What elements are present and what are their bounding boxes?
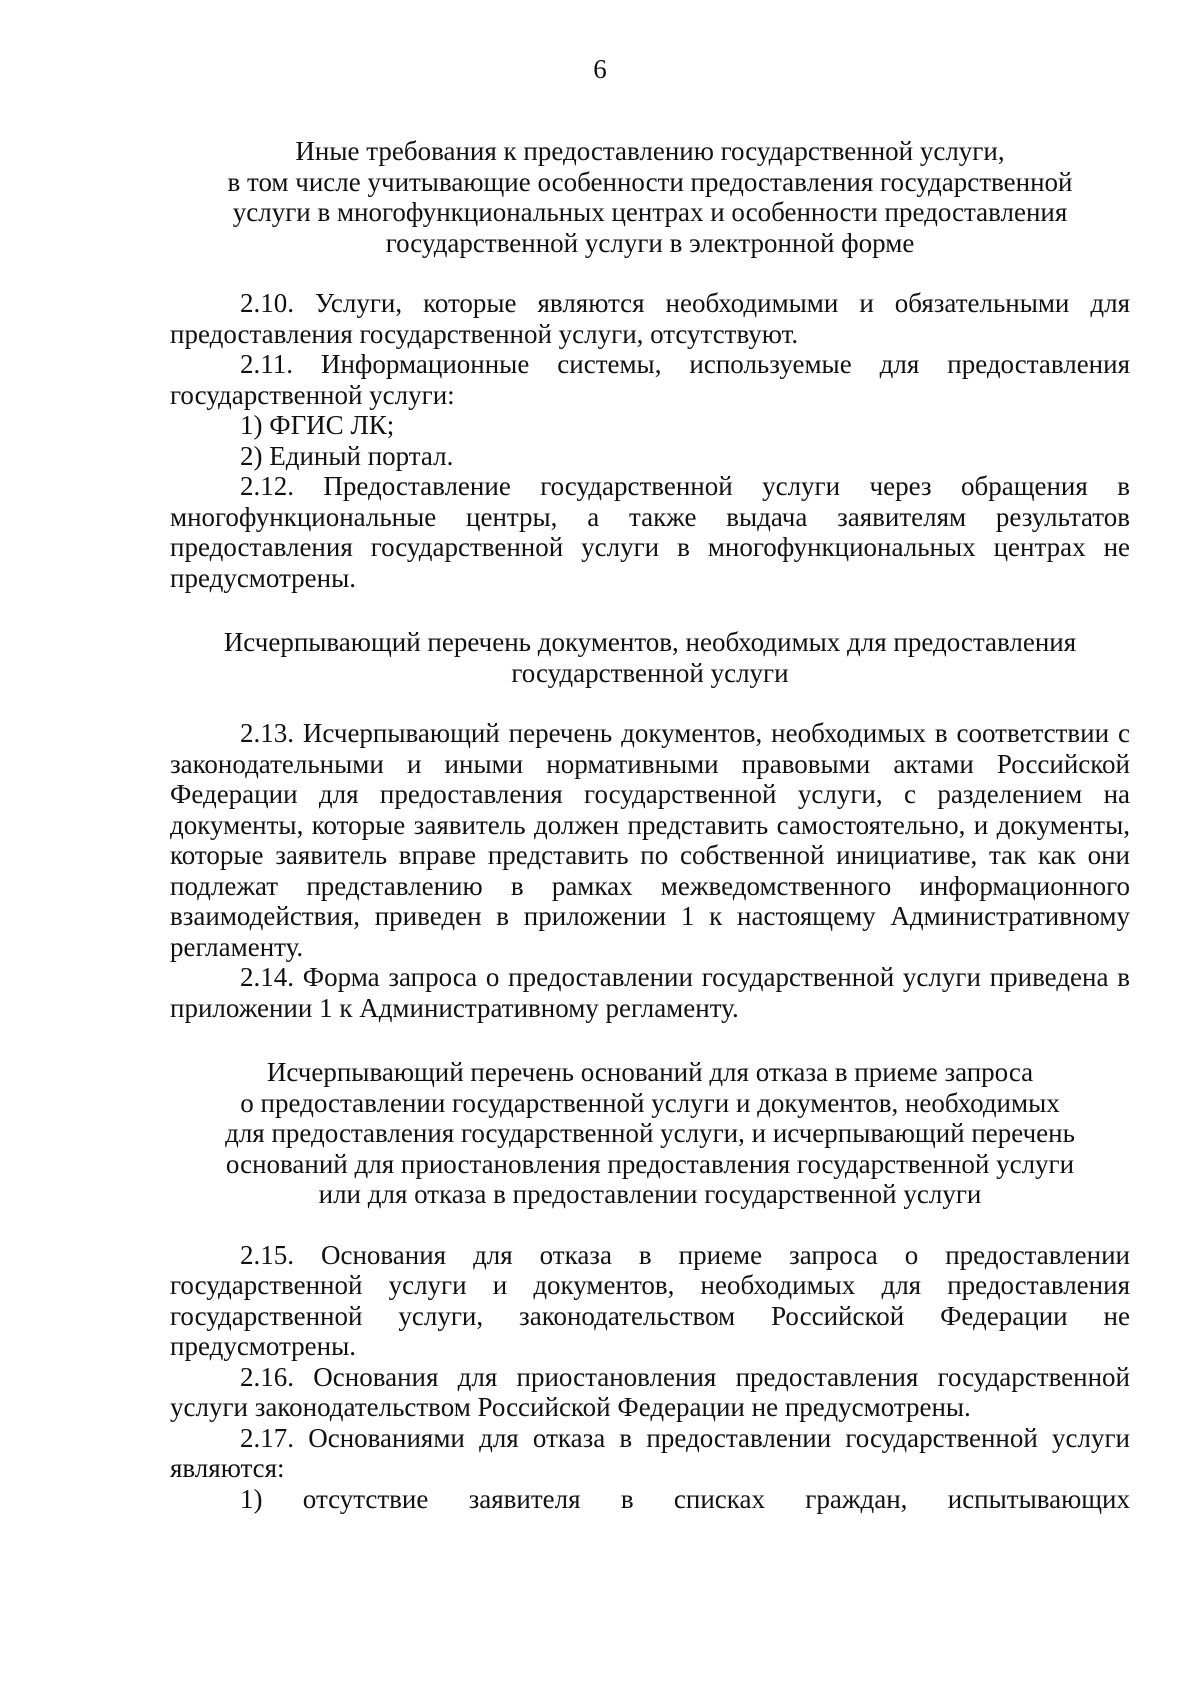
section-heading-refusal-grounds bbox=[170, 1057, 1130, 1210]
heading-line: Исчерпывающий перечень оснований для отказа в приеме запроса bbox=[266, 1057, 1034, 1087]
heading-line: государственной услуги bbox=[511, 657, 789, 688]
heading-line: или для отказа в предоставлении государственной услуги bbox=[318, 1179, 982, 1209]
heading-line: государственной услуги в электронной форме bbox=[385, 227, 915, 258]
list-item: 1) отсутствие заявителя в списках граждан, испытывающих bbox=[240, 1483, 1130, 1514]
paragraph-2-13: 2.13. Исчерпывающий перечень документов, необходимых в соответствии с законодательными и иными нормативными правовыми актами Российской Федерации для предоставления государственной услуги, с разделением на документы, которые заявитель должен представить самостоятельно, и документы, которые заявитель вправе представить по собственной инициативе, так как они подлежат представлению в рамках межведомственного информационного взаимодействия, приведен в приложении 1 к настоящему Административному регламенту. bbox=[170, 718, 1130, 962]
document-body bbox=[170, 136, 1130, 1514]
paragraph-2-10: 2.10. Услуги, которые являются необходимыми и обязательными для предоставления государственной услуги, отсутствуют. bbox=[170, 288, 1130, 349]
paragraph-2-15: 2.15. Основания для отказа в приеме запроса о предоставлении государственной услуги и документов, необходимых для предоставления государственной услуги, законодательством Российской Федерации не предусмотрены. bbox=[170, 1239, 1130, 1361]
page-number: 6 bbox=[593, 54, 607, 84]
section-heading-other-requirements bbox=[170, 136, 1130, 258]
heading-line: услуги в многофункциональных центрах и особенности предоставления bbox=[232, 197, 1068, 227]
paragraph-2-14: 2.14. Форма запроса о предоставлении государственной услуги приведена в приложении 1 к Административному регламенту. bbox=[170, 962, 1130, 1023]
section-heading-documents-list bbox=[170, 627, 1130, 688]
heading-line: оснований для приостановления предоставления государственной услуги bbox=[225, 1148, 1075, 1179]
heading-line: Иные требования к предоставлению государственной услуги, bbox=[295, 136, 1005, 166]
paragraph-2-16: 2.16. Основания для приостановления предоставления государственной услуги законодательством Российской Федерации не предусмотрены. bbox=[170, 1361, 1130, 1422]
paragraph-2-11: 2.11. Информационные системы, используемые для предоставления государственной услуги: bbox=[170, 349, 1130, 410]
heading-line: в том числе учитывающие особенности предоставления государственной bbox=[227, 166, 1073, 197]
heading-line: о предоставлении государственной услуги и документов, необходимых bbox=[240, 1087, 1060, 1118]
heading-line: Исчерпывающий перечень документов, необходимых для предоставления bbox=[223, 627, 1077, 657]
list-item: 2) Единый портал. bbox=[240, 440, 454, 471]
heading-line: для предоставления государственной услуги, и исчерпывающий перечень bbox=[225, 1118, 1075, 1148]
paragraph-2-17: 2.17. Основаниями для отказа в предоставлении государственной услуги являются: bbox=[170, 1422, 1130, 1483]
paragraph-2-12: 2.12. Предоставление государственной услуги через обращения в многофункциональные центры, а также выдача заявителям результатов предоставления государственной услуги в многофункциональных центрах не предусмотрены. bbox=[170, 471, 1130, 593]
list-item: 1) ФГИС ЛК; bbox=[240, 410, 395, 440]
